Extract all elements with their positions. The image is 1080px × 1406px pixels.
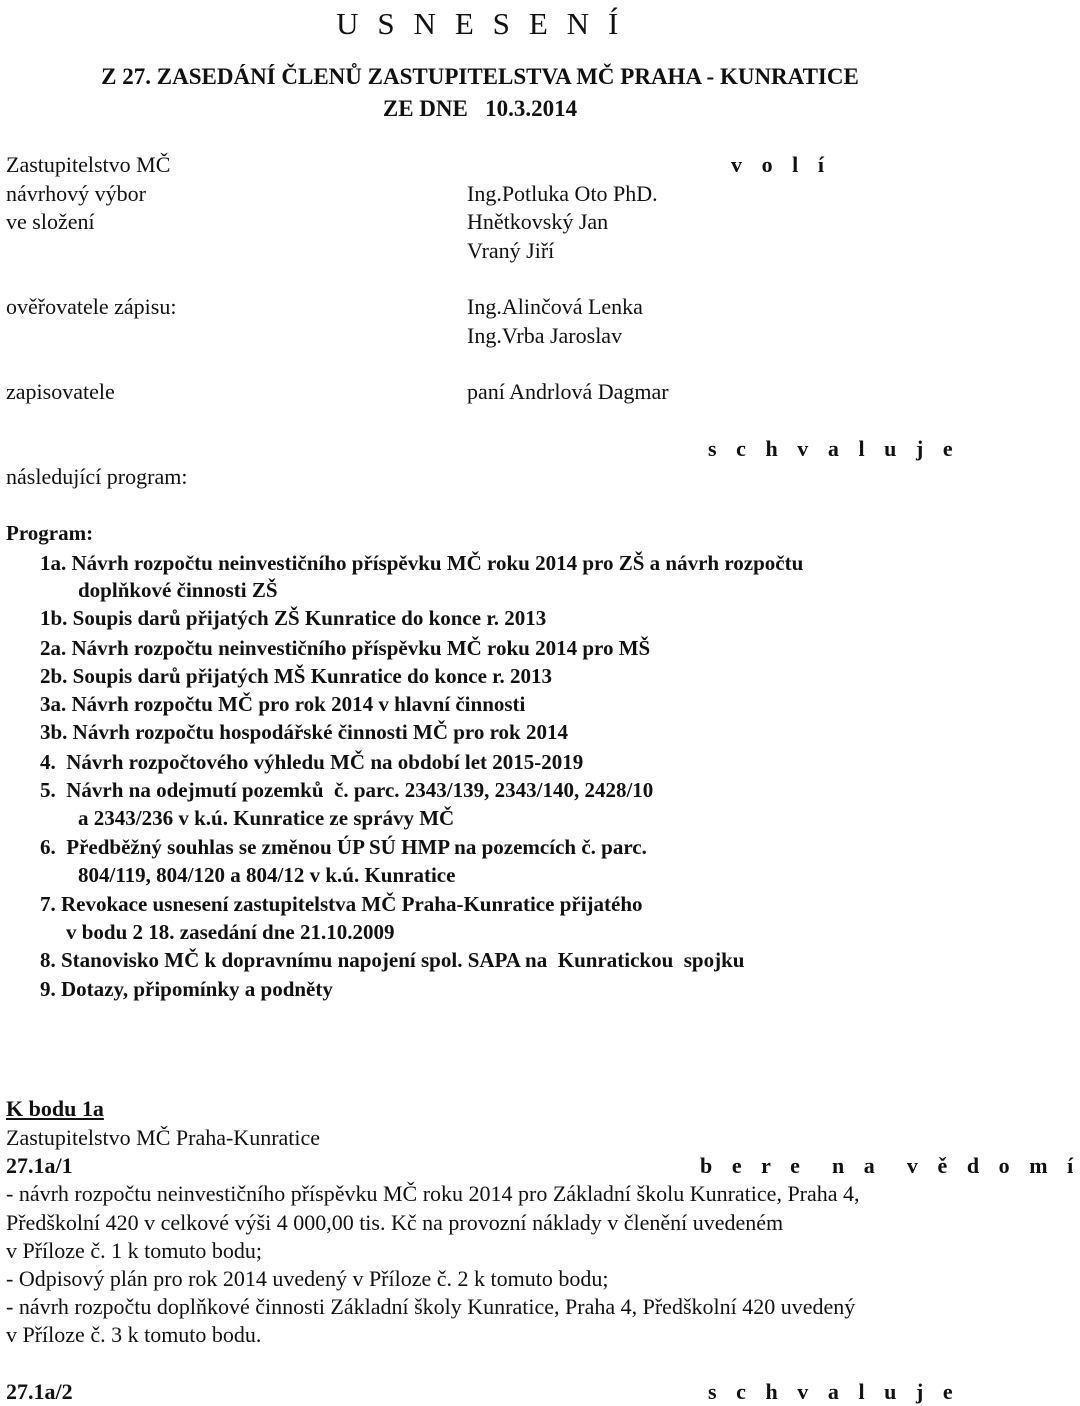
program-item: 7. Revokace usnesení zastupitelstva MČ Praha-Kunratice přijatého [40,892,643,916]
committee-label: návrhový výbor [6,181,146,206]
resolution-line: - návrh rozpočtu neinvestičního příspěvku MČ roku 2014 pro Základní školu Kunratice, Praha 4, [6,1181,860,1206]
program-item: v bodu 2 18. zasedání dne 21.10.2009 [66,920,395,944]
program-item: 2a. Návrh rozpočtu neinvestičního příspěvku MČ roku 2014 pro MŠ [40,636,651,660]
committee-member: Vraný Jiří [467,238,555,263]
program-label: následující program: [6,464,188,489]
program-item: 6. Předběžný souhlas se změnou ÚP SÚ HMP na pozemcích č. parc. [40,835,647,859]
program-item: 9. Dotazy, připomínky a podněty [40,977,333,1001]
program-item: 4. Návrh rozpočtového výhledu MČ na období let 2015-2019 [40,750,584,774]
program-item: doplňkové činnosti ZŠ [78,578,278,602]
council-label: Zastupitelstvo MČ [6,152,171,177]
session-heading: Z 27. ZASEDÁNÍ ČLENŮ ZASTUPITELSTVA MČ PRAHA - KUNRATICE [101,64,859,89]
program-item: a 2343/236 v k.ú. Kunratice ze správy MČ [78,806,455,830]
resolution-id: 27.1a/1 [6,1153,73,1178]
body-label: Zastupitelstvo MČ Praha-Kunratice [6,1125,321,1150]
program-item: 2b. Soupis darů přijatých MŠ Kunratice do konce r. 2013 [40,664,553,688]
program-item: 804/119, 804/120 a 804/12 v k.ú. Kunratice [78,863,456,887]
program-item: 3a. Návrh rozpočtu MČ pro rok 2014 v hlavní činnosti [40,692,526,716]
resolution-line: Předškolní 420 v celkové výši 4 000,00 tis. Kč na provozní náklady v členění uvedeném [6,1210,784,1235]
program-item: 8. Stanovisko MČ k dopravnímu napojení spol. SAPA na Kunratickou spojku [40,948,745,972]
verifiers-label: ověřovatele zápisu: [6,294,177,319]
resolution-line: - Odpisový plán pro rok 2014 uvedený v Příloze č. 2 k tomuto bodu; [6,1266,609,1291]
resolution-line: v Příloze č. 1 k tomuto bodu; [6,1238,263,1263]
recorder: paní Andrlová Dagmar [467,379,669,404]
recorder-label: zapisovatele [6,379,115,404]
verifier: Ing.Vrba Jaroslav [467,323,623,348]
program-item: 3b. Návrh rozpočtu hospodářské činnosti MČ pro rok 2014 [40,720,568,744]
resolution-line: - návrh rozpočtu doplňkové činnosti Základní školy Kunratice, Praha 4, Předškolní 420 uvedený [6,1294,856,1319]
program-item: 1a. Návrh rozpočtu neinvestičního příspěvku MČ roku 2014 pro ZŠ a návrh rozpočtu [40,551,804,575]
resolution-verb: s c h v a l u j e [708,1379,960,1404]
session-date: ZE DNE 10.3.2014 [382,96,578,121]
committee-label-2: ve složení [6,209,95,234]
verifier: Ing.Alinčová Lenka [467,294,643,319]
program-item: 1b. Soupis darů přijatých ZŠ Kunratice do konce r. 2013 [40,606,547,630]
section-heading: K bodu 1a [6,1096,104,1121]
resolution-id: 27.1a/2 [6,1379,73,1404]
resolution-verb: b e r e n a v ě d o m í [700,1153,1080,1178]
document-title: U S N E S E N Í [336,6,624,41]
committee-member: Ing.Potluka Oto PhD. [467,181,658,206]
resolution-line: v Příloze č. 3 k tomuto bodu. [6,1322,262,1347]
program-item: 5. Návrh na odejmutí pozemků č. parc. 2343/139, 2343/140, 2428/10 [40,778,654,802]
elects-verb: v o l í [731,152,832,177]
committee-member: Hnětkovský Jan [467,209,609,234]
approves-verb: s c h v a l u j e [708,436,960,461]
program-heading: Program: [6,521,94,545]
